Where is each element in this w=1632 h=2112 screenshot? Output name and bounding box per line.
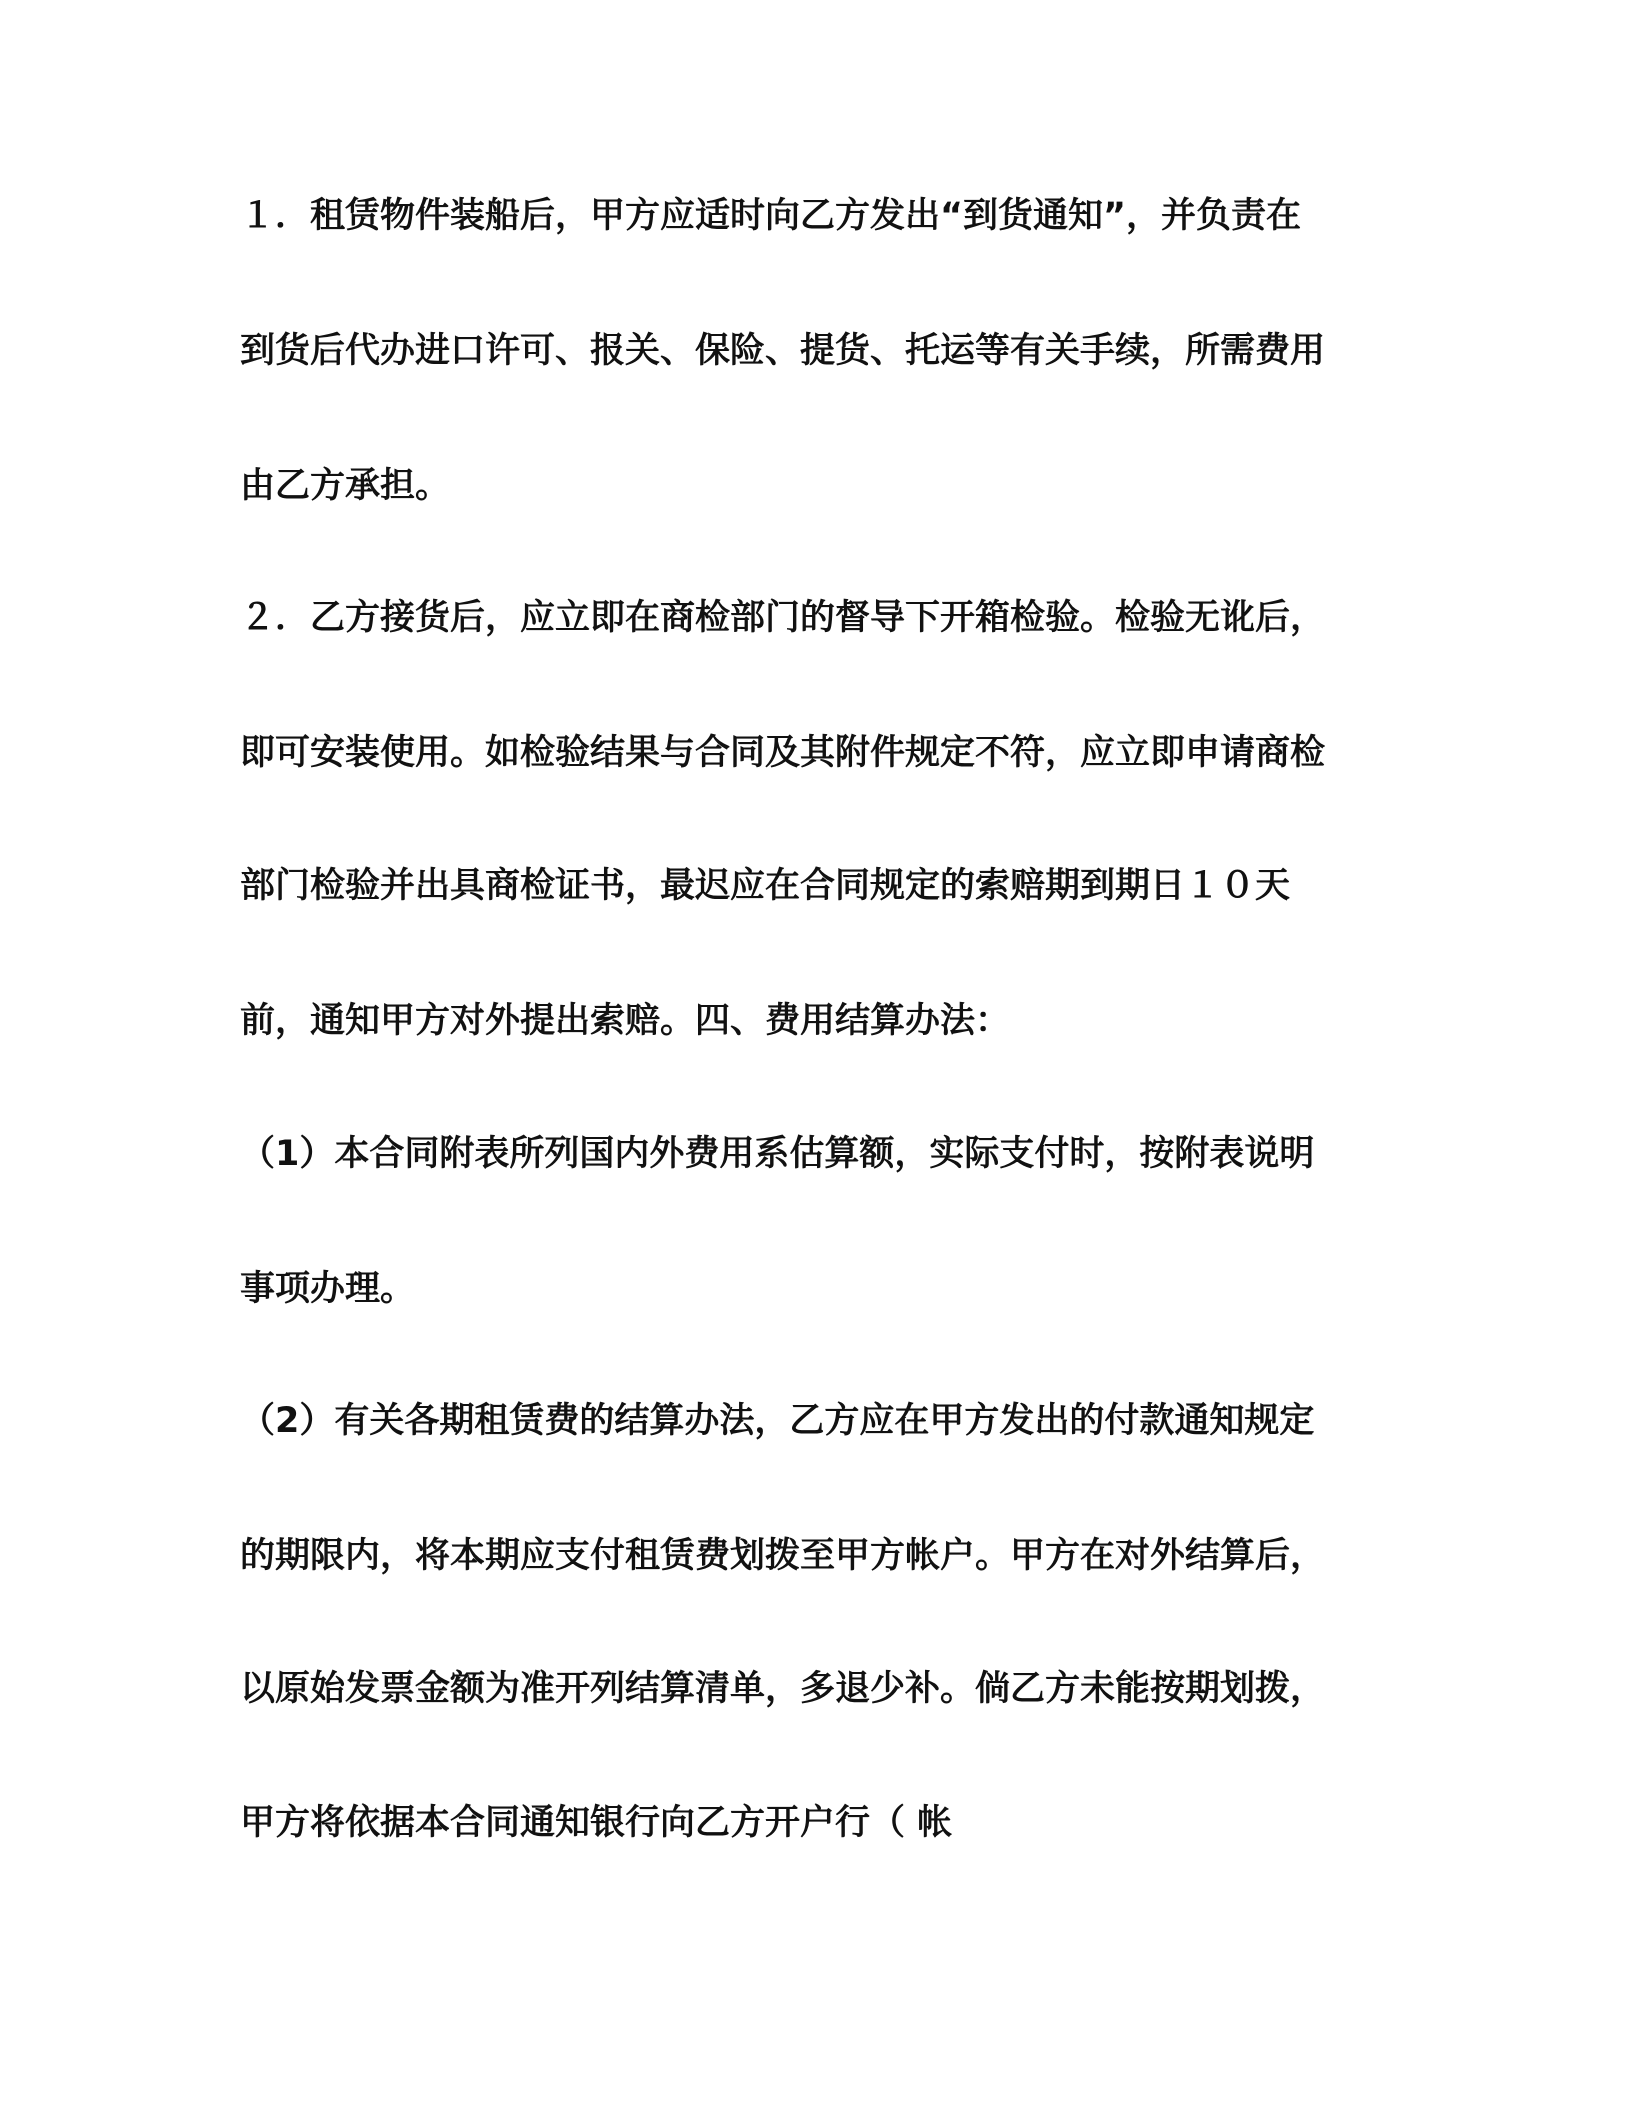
text-line: ２．乙方接货后，应立即在商检部门的督导下开箱检验。检验无讹后， [240, 598, 1326, 638]
text-line: 部门检验并出具商检证书，最迟应在合同规定的索赔期到期日１０天 [240, 866, 1291, 906]
text-line: １．租赁物件装船后，甲方应适时向乙方发出“到货通知”，并负责在 [240, 196, 1302, 236]
text-line: 甲方将依据本合同通知银行向乙方开户行（ 帐 [240, 1803, 953, 1843]
text-line: 以原始发票金额为准开列结算清单，多退少补。倘乙方未能按期划拨， [240, 1669, 1326, 1709]
text-line: （1）本合同附表所列国内外费用系估算额，实际支付时，按附表说明 [240, 1134, 1315, 1174]
text-line: 事项办理。 [240, 1269, 416, 1309]
text-line: （2）有关各期租赁费的结算办法，乙方应在甲方发出的付款通知规定 [240, 1401, 1315, 1441]
text-line: 由乙方承担。 [240, 466, 451, 506]
text-line: 的期限内，将本期应支付租赁费划拨至甲方帐户。甲方在对外结算后， [240, 1536, 1326, 1576]
text-line: 前，通知甲方对外提出索赔。四、费用结算办法： [240, 1001, 1011, 1041]
text-line: 到货后代办进口许可、报关、保险、提货、托运等有关手续，所需费用 [240, 331, 1326, 371]
text-line: 即可安装使用。如检验结果与合同及其附件规定不符，应立即申请商检 [240, 733, 1326, 773]
